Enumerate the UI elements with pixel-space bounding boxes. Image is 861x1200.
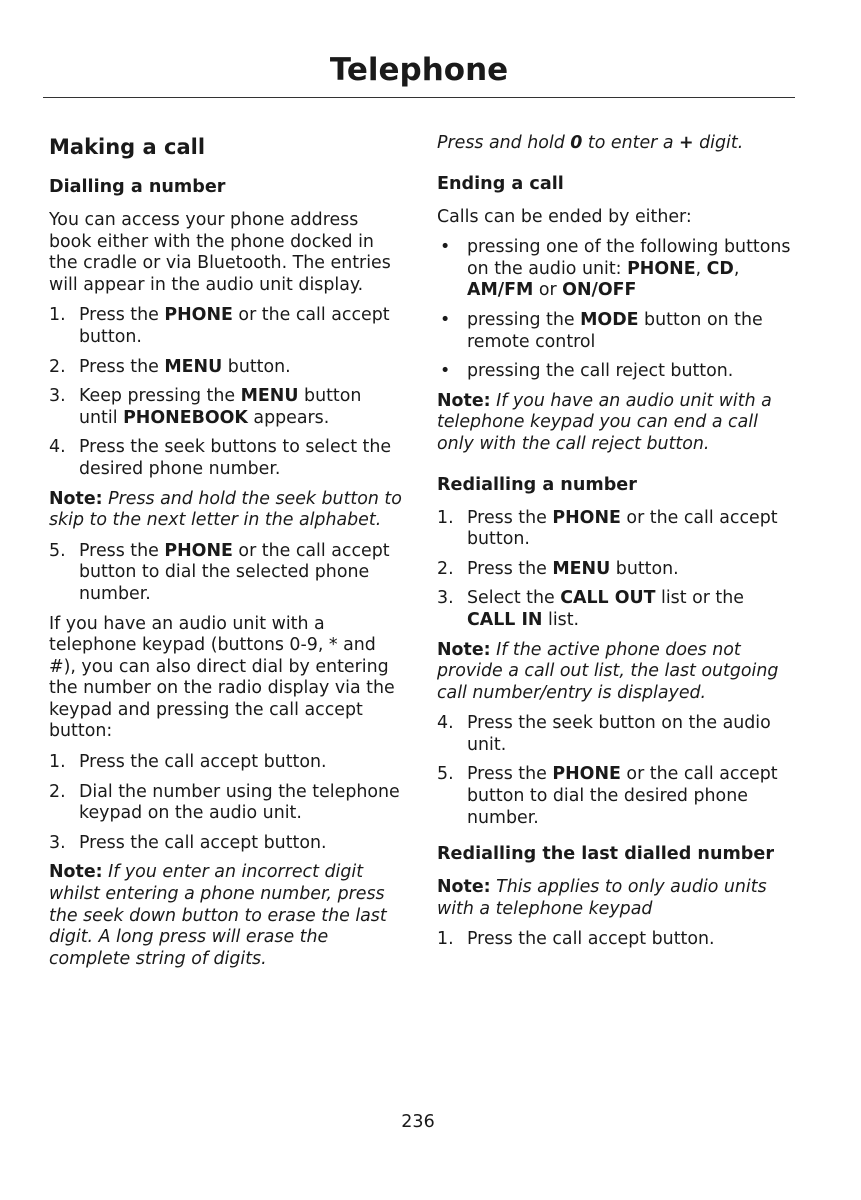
list-item: 3. Press the call accept button. <box>49 832 327 853</box>
direct-dial-steps <box>49 752 405 854</box>
list-item: 4. Press the seek button on the audio unit. <box>437 713 771 755</box>
page-header <box>43 48 795 92</box>
dialling-steps <box>49 305 405 480</box>
dialling-step-5 <box>49 541 405 606</box>
list-item: 3. Keep pressing the MENU button until PHONEBOOK appears. <box>49 386 362 428</box>
list-item: 2. Dial the number using the telephone keypad on the audio unit. <box>49 781 400 824</box>
list-item: 1. Press the call accept button. <box>437 929 715 950</box>
redial-steps-continued <box>437 713 797 829</box>
list-item: • pressing the call reject button. <box>440 361 734 382</box>
list-item: 2. Press the MENU button. <box>49 356 291 377</box>
note-incorrect-digit: Note: If you enter an incorrect digit whilst entering a phone number, press the seek down button to erase the last digit. A long press will erase the complete string of digits. <box>49 862 387 969</box>
list-item: 4. Press the seek buttons to select the desired phone number. <box>49 437 392 479</box>
list-item: 3. Select the CALL OUT list or the CALL IN list. <box>437 588 744 630</box>
last-dialled-steps <box>437 929 797 951</box>
redial-steps <box>437 508 797 632</box>
list-item: 1. Press the PHONE or the call accept button. <box>49 305 390 347</box>
intro-paragraph: You can access your phone address book either with the phone docked in the cradle or via Bluetooth. The entries will appear in the audio unit display. <box>49 210 391 295</box>
page-number: 236 <box>401 1112 435 1132</box>
note-keypad-only: Note: This applies to only audio units with a telephone keypad <box>437 877 767 919</box>
list-item: 5. Press the PHONE or the call accept button to dial the selected phone number. <box>49 540 390 604</box>
subheading-redialling: Redialling a number <box>437 474 637 495</box>
plus-digit-instruction: Press and hold 0 to enter a + digit. <box>437 133 744 153</box>
list-item: • pressing one of the following buttons on the audio unit: PHONE, CD, AM/FM or ON/OFF <box>440 237 791 301</box>
keypad-paragraph: If you have an audio unit with a telephone keypad (buttons 0-9, * and #), you can also direct dial by entering the number on the radio display via the keypad and pressing the call accept button: <box>49 613 395 742</box>
right-column <box>437 133 797 959</box>
left-column <box>49 133 405 979</box>
page-title: Telephone <box>329 52 509 88</box>
subheading-redial-last-number: Redialling the last dialled number <box>437 844 775 865</box>
list-item: 1. Press the call accept button. <box>49 752 327 773</box>
ending-bullets <box>437 237 797 383</box>
header-divider <box>43 97 795 98</box>
subheading-ending-a-call: Ending a call <box>437 173 564 194</box>
ending-intro: Calls can be ended by either: <box>437 206 692 227</box>
list-item: 5. Press the PHONE or the call accept button to dial the desired phone number. <box>437 764 778 828</box>
subheading-dialling-a-number: Dialling a number <box>49 177 226 197</box>
note-call-reject: Note: If you have an audio unit with a telephone keypad you can end a call only with the call reject button. <box>437 390 772 454</box>
note-seek-skip: Note: Press and hold the seek button to skip to the next letter in the alphabet. <box>49 488 402 531</box>
list-item: • pressing the MODE button on the remote control <box>440 309 763 352</box>
list-item: 1. Press the PHONE or the call accept button. <box>437 507 778 550</box>
note-call-out-list: Note: If the active phone does not provide a call out list, the last outgoing call number/entry is displayed. <box>437 639 779 703</box>
list-item: 2. Press the MENU button. <box>437 558 679 579</box>
section-heading-making-a-call: Making a call <box>49 135 206 159</box>
